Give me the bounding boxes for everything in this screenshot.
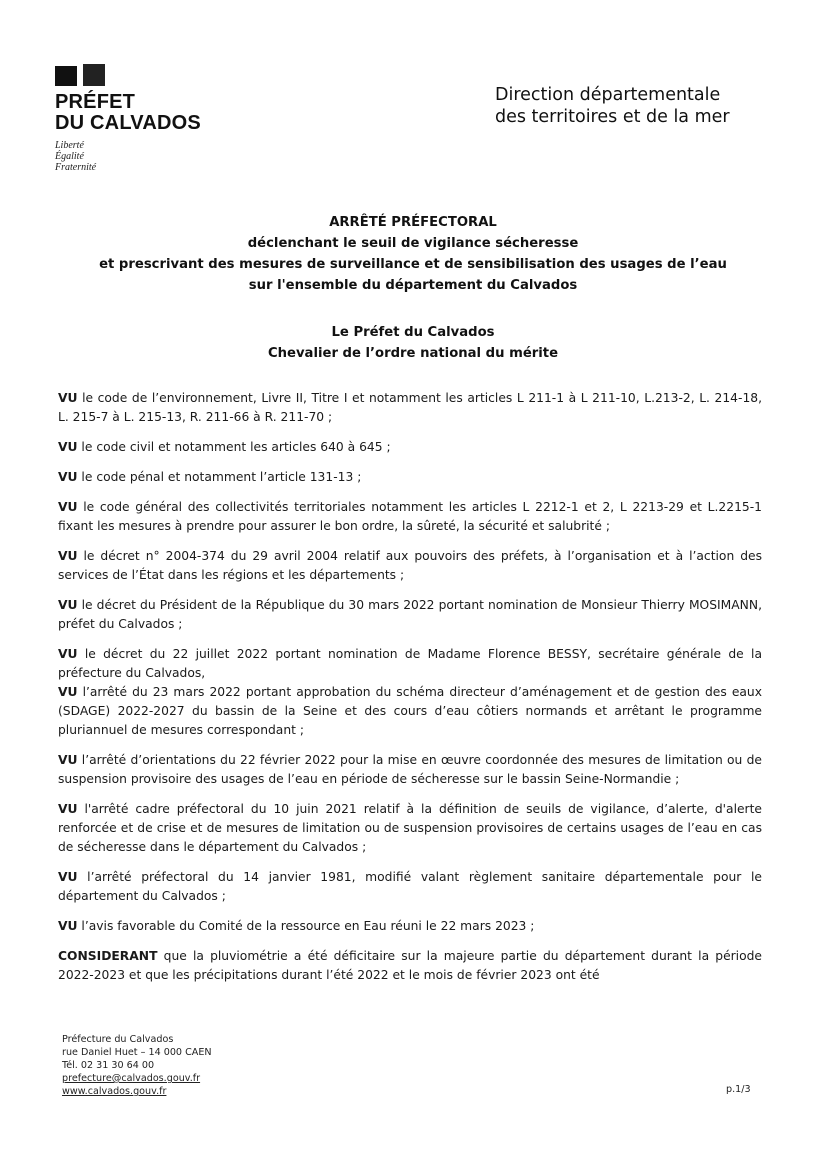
motto-fraternite: Fraternité (55, 162, 97, 173)
visa-text: le code civil et notamment les articles 640 à 645 ; (77, 440, 391, 454)
prefet-logo (55, 64, 201, 173)
visa-paragraph (58, 468, 762, 487)
footer-contact (62, 1033, 212, 1098)
visa-paragraph (58, 498, 762, 536)
footer-website-link[interactable]: www.calvados.gouv.fr (62, 1086, 167, 1097)
visa-keyword: VU (58, 870, 78, 884)
visa-paragraph (58, 547, 762, 585)
visa-paragraph (58, 683, 762, 740)
visa-paragraph (58, 389, 762, 427)
prefet-line2: Chevalier de l’ordre national du mérite (267, 346, 559, 361)
visa-text: le code de l’environnement, Livre II, Titre I et notamment les articles L 211-1 à L 211-10, L.213-2, L. 214-18, L. 215-7 à L. 215-13, R. 211-66 à R. 211-70 ; (58, 391, 762, 424)
direction-line1: Direction départementale (495, 85, 721, 105)
visa-text: le code général des collectivités territoriales notamment les articles L 2212-1 et 2, L 2213-29 et L.2215-1 fixant les mesures à prendre pour assurer le bon ordre, la sûreté, la sécurité et salubrité ; (58, 500, 762, 533)
footer-address: rue Daniel Huet – 14 000 CAEN (62, 1047, 212, 1058)
visa-text: l’arrêté préfectoral du 14 janvier 1981, modifié valant règlement sanitaire départementale pour le département du Calvados ; (58, 870, 762, 903)
visa-keyword: VU (58, 647, 78, 661)
considerant-paragraph (58, 947, 762, 985)
title-line1: déclenchant le seuil de vigilance sécheresse (247, 236, 579, 251)
visa-keyword: VU (58, 685, 78, 699)
motto-egalite: Égalité (55, 151, 84, 162)
visa-keyword: VU (58, 919, 78, 933)
visa-text: l’arrêté d’orientations du 22 février 2022 pour la mise en œuvre coordonnée des mesures de limitation ou de suspension provisoire des usages de l’eau en période de sécheresse sur le bassin Seine-Normandie ; (58, 753, 762, 786)
footer-org: Préfecture du Calvados (62, 1034, 174, 1045)
considerant-keyword: CONSIDERANT (58, 949, 158, 963)
footer-phone: Tél. 02 31 30 64 00 (62, 1060, 155, 1071)
visa-keyword: VU (58, 549, 78, 563)
visa-text: l'arrêté cadre préfectoral du 10 juin 2021 relatif à la définition de seuils de vigilance, d’alerte, d'alerte renforcée et de crise et de mesures de limitation ou de suspension provisoires de certains usages de l’eau en cas de sécheresse dans le département du Calvados ; (58, 802, 762, 854)
visa-keyword: VU (58, 470, 78, 484)
visa-text: l’avis favorable du Comité de la ressource en Eau réuni le 22 mars 2023 ; (77, 919, 535, 933)
marianne-logo-icon (55, 64, 201, 86)
visa-text: le décret n° 2004-374 du 29 avril 2004 relatif aux pouvoirs des préfets, à l’organisation et à l’action des services de l’État dans les régions et les départements ; (58, 549, 762, 582)
document-body (58, 389, 762, 996)
page-number: p.1/3 (726, 1084, 751, 1095)
considerant-text: que la pluviométrie a été déficitaire sur la majeure partie du département durant la période 2022-2023 et que les précipitations durant l’été 2022 et le mois de février 2023 ont été (58, 949, 762, 982)
visa-text: le décret du 22 juillet 2022 portant nomination de Madame Florence BESSY, secrétaire générale de la préfecture du Calvados, (58, 647, 762, 680)
visa-paragraph (58, 438, 762, 457)
logo-title-line2: DU CALVADOS (55, 112, 201, 134)
visa-keyword: VU (58, 802, 78, 816)
visa-keyword: VU (58, 440, 78, 454)
visa-keyword: VU (58, 598, 78, 612)
republic-motto (55, 140, 201, 173)
visa-paragraph (58, 645, 762, 683)
visa-paragraph (58, 868, 762, 906)
visa-paragraph (58, 917, 762, 936)
logo-title-line1: PRÉFET (55, 91, 136, 113)
prefet-line1: Le Préfet du Calvados (331, 325, 495, 340)
visa-paragraph (58, 596, 762, 634)
document-title (0, 212, 826, 296)
direction-line2: des territoires et de la mer (495, 107, 730, 127)
prefet-signatory (0, 322, 826, 364)
visa-paragraph (58, 751, 762, 789)
motto-liberte: Liberté (55, 140, 84, 151)
footer-email-link[interactable]: prefecture@calvados.gouv.fr (62, 1073, 201, 1084)
title-line2: et prescrivant des mesures de surveillance et de sensibilisation des usages de l’eau (99, 257, 727, 272)
direction-header (495, 84, 730, 128)
visa-keyword: VU (58, 500, 78, 514)
visa-text: le décret du Président de la République du 30 mars 2022 portant nomination de Monsieur Thierry MOSIMANN, préfet du Calvados ; (58, 598, 762, 631)
title-line3: sur l'ensemble du département du Calvados (248, 278, 578, 293)
title-heading: ARRÊTÉ PRÉFECTORAL (329, 215, 497, 230)
visa-paragraph (58, 800, 762, 857)
visa-keyword: VU (58, 391, 78, 405)
visa-keyword: VU (58, 753, 78, 767)
visa-text: l’arrêté du 23 mars 2022 portant approbation du schéma directeur d’aménagement et de gestion des eaux (SDAGE) 2022-2027 du bassin de la Seine et des cours d’eau côtiers normands et arrêtant le programme pluriannuel de mesures correspondant ; (58, 685, 762, 737)
visa-text: le code pénal et notamment l’article 131-13 ; (77, 470, 362, 484)
